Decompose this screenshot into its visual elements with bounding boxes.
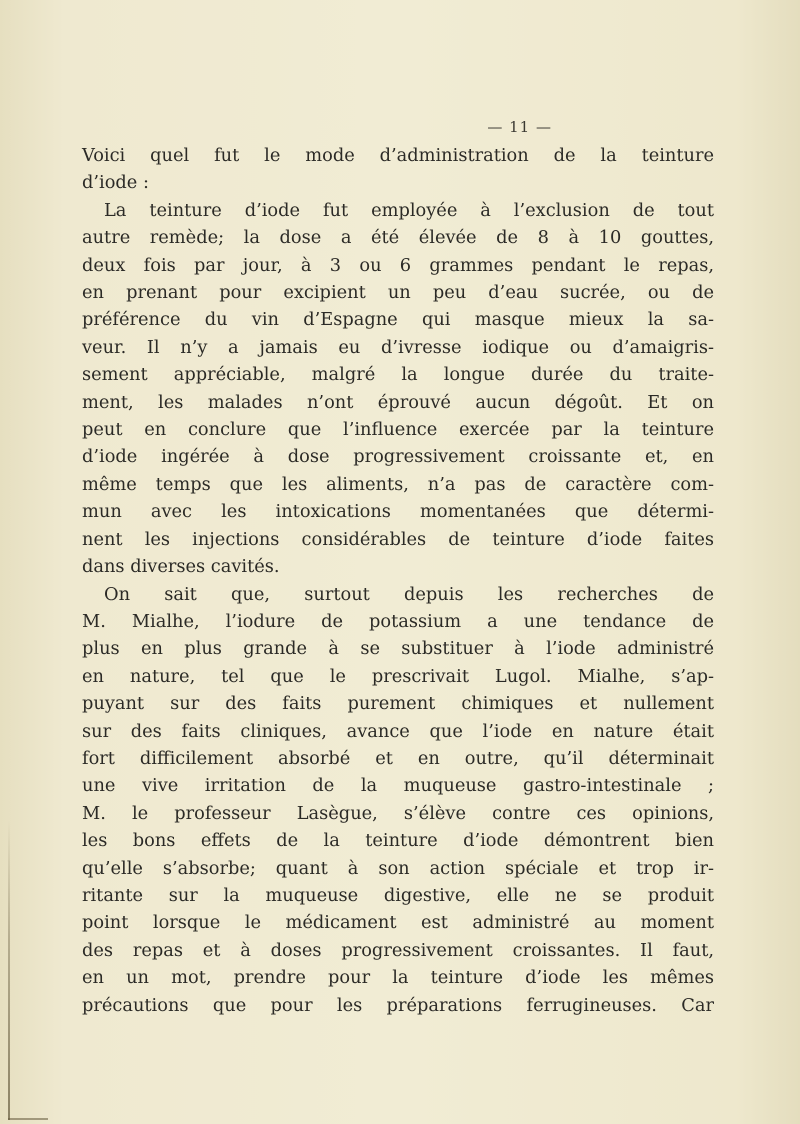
page-edge-mark-bottom [8,1118,48,1120]
text-line: préférence du vin d’Espagne qui masque mieux la sa- [82,309,714,331]
page-number: — 11 — [487,118,552,136]
text-line: Voici quel fut le mode d’administration de la teinture [82,145,714,166]
text-line: nent les injections considérables de teinture d’iode faites [82,528,714,550]
text-line: deux fois par jour, à 3 ou 6 grammes pendant le repas, [82,254,714,276]
text-line: mun avec les intoxications momentanées que détermi- [82,501,714,523]
text-line: des repas et à doses progressivement croissantes. Il faut, [82,939,714,961]
text-line: M. Mialhe, l’iodure de potassium a une tendance de [82,610,714,632]
body-text [82,142,714,1019]
text-line: une vive irritation de la muqueuse gastro-intestinale ; [82,775,714,797]
text-line: plus en plus grande à se substituer à l’iode administré [82,638,714,660]
text-line: fort difficilement absorbé et en outre, qu’il déterminait [82,747,714,769]
text-line: La teinture d’iode fut employée à l’exclusion de tout [104,199,714,221]
text-line: précautions que pour les préparations ferrugineuses. Car [82,994,714,1016]
text-line: On sait que, surtout depuis les recherches de [104,583,714,605]
text-line: point lorsque le médicament est administré au moment [82,912,714,934]
text-line: M. le professeur Lasègue, s’élève contre ces opinions, [82,802,714,824]
text-line: autre remède; la dose a été élevée de 8 à 10 gouttes, [82,227,714,249]
text-line: qu’elle s’absorbe; quant à son action spéciale et trop ir- [82,857,714,879]
text-line: sement appréciable, malgré la longue durée du traite- [82,364,714,386]
text-line: d’iode ingérée à dose progressivement croissante et, en [82,446,714,468]
text-line: puyant sur des faits purement chimiques et nullement [82,693,714,715]
text-line: peut en conclure que l’influence exercée par la teinture [82,419,714,441]
text-line: les bons effets de la teinture d’iode démontrent bien [82,830,714,852]
text-line: dans diverses cavités. [82,556,280,578]
text-line: sur des faits cliniques, avance que l’iode en nature était [82,720,714,742]
page-edge-mark [8,820,10,1120]
text-line: ment, les malades n’ont éprouvé aucun dégoût. Et on [82,391,714,413]
text-line: ritante sur la muqueuse digestive, elle ne se produit [82,884,714,906]
text-line: même temps que les aliments, n’a pas de caractère com- [82,473,714,495]
text-line: en prenant pour excipient un peu d’eau sucrée, ou de [82,282,714,304]
text-line: en un mot, prendre pour la teinture d’iode les mêmes [82,967,714,989]
text-line: en nature, tel que le prescrivait Lugol. Mialhe, s’ap- [82,665,714,687]
text-line: d’iode : [82,172,149,194]
text-line: veur. Il n’y a jamais eu d’ivresse iodique ou d’amaigris- [82,336,714,358]
